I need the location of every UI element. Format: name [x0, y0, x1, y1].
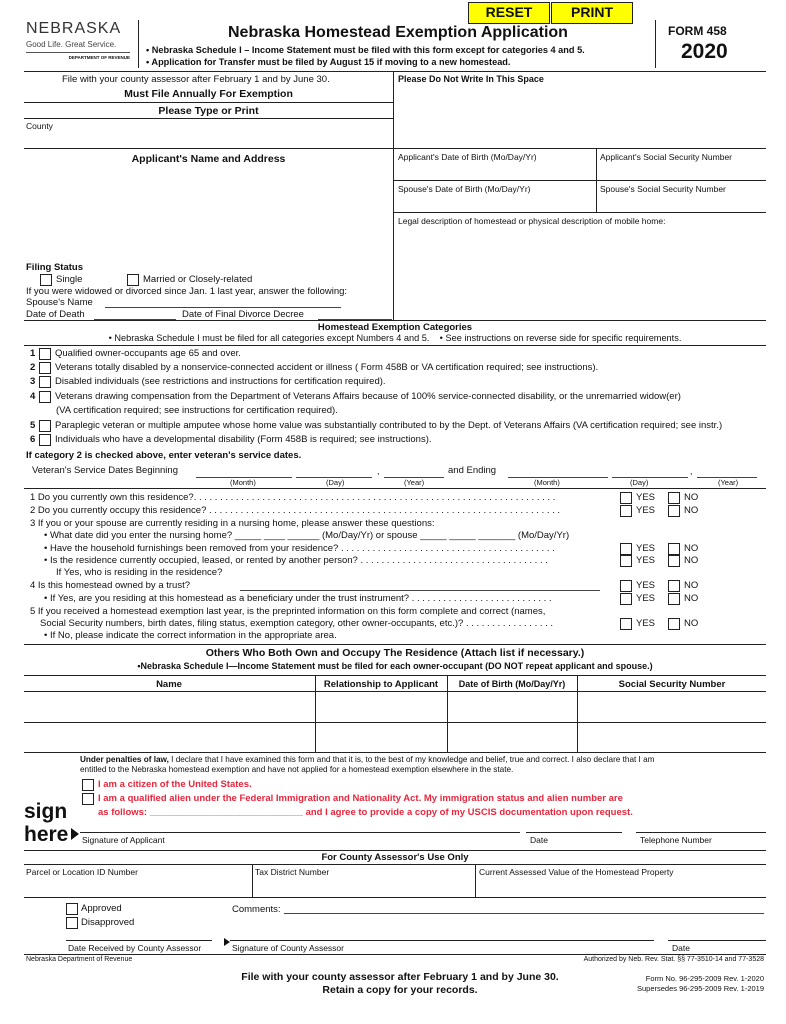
question-2: 2 Do you currently occupy this residence? . . . . . . . . . . . . . . . . . . . . . . . . . . . . . . . . . . . . . . . . . . . . . . . . . . . . . . . . . . . . . . . . . . .	[30, 505, 561, 516]
category-number: 5	[30, 420, 36, 431]
approved-label: Approved	[81, 903, 122, 914]
question-4a: • If Yes, are you residing at this homestead as a beneficiary under the trust instrument? . . . . . . . . . . . . . . . . . . . . . . . . . . .	[44, 593, 552, 604]
comments-label: Comments:	[232, 904, 281, 915]
file-with-note: File with your county assessor after February 1 and by June 30.	[62, 74, 330, 85]
question-5c: • If No, please indicate the correct information in the appropriate area.	[44, 630, 337, 641]
approved-checkbox[interactable]	[66, 903, 78, 915]
category-6-checkbox[interactable]	[39, 434, 51, 446]
category-number: 1	[30, 348, 36, 359]
footer-dept: Nebraska Department of Revenue	[26, 956, 133, 963]
county-label: County	[26, 121, 53, 131]
disapproved-label: Disapproved	[81, 917, 135, 928]
question-1: 1 Do you currently own this residence?. . . . . . . . . . . . . . . . . . . . . . . . . . . . . . . . . . . . . . . . . . . . . . . . . . . . . . . . . . . . . . . . . . . . .	[30, 492, 556, 503]
question-3b: • Have the household furnishings been removed from your residence? . . . . . . . . . . . . . . . . . . . . . . . . . . . . . . . . . . . . . . . . .	[44, 543, 555, 554]
footer-file-with: File with your county assessor after February 1 and by June 30.	[241, 971, 559, 983]
penalty-lead: Under penalties of law,	[80, 755, 169, 764]
category-text: Individuals who have a developmental disability (Form 458B is required; see instructions).	[55, 434, 432, 445]
married-checkbox[interactable]	[127, 274, 139, 286]
service-begin-label: Veteran's Service Dates Beginning	[32, 465, 178, 476]
reset-button[interactable]: RESET	[468, 2, 550, 24]
legal-description-field[interactable]	[396, 228, 764, 318]
end-month-caption: (Month)	[534, 478, 560, 487]
category-number: 4	[30, 391, 36, 402]
q3c-yes-checkbox[interactable]	[620, 555, 632, 567]
end-day-field[interactable]	[612, 477, 688, 478]
date-divorce-label: Date of Final Divorce Decree	[182, 309, 304, 320]
arrow-right-icon	[71, 828, 79, 840]
q1-yes-checkbox[interactable]	[620, 492, 632, 504]
end-day-caption: (Day)	[630, 478, 649, 487]
category-number: 3	[30, 376, 36, 387]
applicant-header: Applicant's Name and Address	[131, 153, 286, 165]
form-number: FORM 458	[668, 24, 727, 38]
footer-form-no: Form No. 96-295-2009 Rev. 1-2020	[645, 974, 764, 983]
spouse-name-label: Spouse's Name	[26, 297, 93, 308]
filing-status-title: Filing Status	[26, 262, 83, 273]
no-label: NO	[684, 492, 699, 503]
col-ssn: Social Security Number	[618, 679, 726, 690]
category-text: (VA certification required; see instructions for certification required).	[56, 405, 338, 416]
citizen-checkbox[interactable]	[82, 779, 94, 791]
category-1-checkbox[interactable]	[39, 348, 51, 360]
type-print-heading: Please Type or Print	[158, 105, 259, 117]
spouse-name-field[interactable]	[105, 307, 341, 308]
tax-district-label: Tax District Number	[255, 867, 330, 877]
married-label: Married or Closely-related	[143, 274, 253, 285]
logo-tagline: Good Life. Great Service.	[26, 40, 117, 49]
category-3-checkbox[interactable]	[39, 376, 51, 388]
q2-no-checkbox[interactable]	[668, 505, 680, 517]
must-file-heading: Must File Annually For Exemption	[124, 88, 293, 100]
q4-no-checkbox[interactable]	[668, 580, 680, 592]
do-not-write: Please Do Not Write In This Space	[398, 74, 544, 84]
applicant-ssn-label: Applicant's Social Security Number	[600, 152, 733, 162]
question-3c: • Is the residence currently occupied, leased, or rented by another person? . . . . . . . . . . . . . . . . . . . . . . . . . . . . . . . . . . . .	[44, 555, 548, 566]
q4a-yes-checkbox[interactable]	[620, 593, 632, 605]
category-4-checkbox[interactable]	[39, 391, 51, 403]
yes-label: YES	[636, 618, 656, 629]
q5-yes-checkbox[interactable]	[620, 618, 632, 630]
form-year: 2020	[681, 40, 728, 63]
q4a-no-checkbox[interactable]	[668, 593, 680, 605]
others-title: Others Who Both Own and Occupy The Residence (Attach list if necessary.)	[205, 647, 585, 659]
q1-no-checkbox[interactable]	[668, 492, 680, 504]
sign-label: sign	[24, 800, 68, 823]
signature-label: Signature of Applicant	[82, 835, 165, 845]
penalty-text-1: I declare that I have examined this form and that it is, to the best of my knowledge and belief, true and correct. I also declare that I am	[168, 755, 655, 764]
q3c-no-checkbox[interactable]	[668, 555, 680, 567]
question-3d: If Yes, who is residing in the residence?	[56, 567, 223, 578]
logo-dept: DEPARTMENT OF REVENUE	[68, 55, 130, 60]
question-3a: • What date did you enter the nursing home? _____ ____ ______ (Mo/Day/Yr) or spouse _____ _____ _______ (Mo/Day/Yr)	[44, 530, 570, 541]
category-text: Veterans totally disabled by a nonservice-connected accident or illness ( Form 458B or VA certification required; see instructions).	[55, 362, 599, 373]
others-row-1[interactable]	[24, 692, 766, 721]
date-label: Date	[530, 835, 548, 845]
category-number: 6	[30, 434, 36, 445]
alien-checkbox[interactable]	[82, 793, 94, 805]
col-relationship: Relationship to Applicant	[323, 679, 439, 690]
question-3: 3 If you or your spouse are currently residing in a nursing home, please answer these questions:	[30, 518, 435, 529]
categories-title: Homestead Exemption Categories	[317, 322, 473, 333]
header-bullet-2: • Application for Transfer must be filed by August 15 if moving to a new homestead.	[146, 57, 511, 67]
yes-label: YES	[636, 593, 656, 604]
trust-field[interactable]	[240, 590, 600, 591]
yes-label: YES	[636, 505, 656, 516]
yes-label: YES	[636, 580, 656, 591]
footer-supersedes: Supersedes 96-295-2009 Rev. 1-2019	[636, 984, 764, 993]
arrow-right-icon-assessor	[224, 938, 230, 946]
question-5b: Social Security numbers, birth dates, filing status, exemption category, other owner-occupants, etc.)? . . . . . . . . . . . . . . . . .	[40, 618, 554, 629]
assessor-date-label: Date	[672, 943, 690, 953]
alien-statement-2: as follows: _____________________________ and I agree to provide a copy of my USCIS documentation upon request.	[98, 807, 633, 818]
header-bullet-1: • Nebraska Schedule I – Income Statement must be filed with this form except for categories 4 and 5.	[146, 45, 585, 55]
assessor-signature-label: Signature of County Assessor	[232, 943, 344, 953]
county-field[interactable]	[24, 131, 393, 148]
penalty-text-2: entitled to the Nebraska homestead exemption and have not applied for a homestead exemption elsewhere in the state.	[80, 765, 514, 774]
category-text: Disabled individuals (see restrictions and instructions for certification required).	[55, 376, 386, 387]
no-label: NO	[684, 543, 699, 554]
q4-yes-checkbox[interactable]	[620, 580, 632, 592]
single-checkbox[interactable]	[40, 274, 52, 286]
begin-month-caption: (Month)	[230, 478, 256, 487]
applicant-dob-label: Applicant's Date of Birth (Mo/Day/Yr)	[398, 152, 537, 162]
category-5-checkbox[interactable]	[39, 420, 51, 432]
q3b-no-checkbox[interactable]	[668, 543, 680, 555]
spouse-dob-label: Spouse's Date of Birth (Mo/Day/Yr)	[398, 184, 531, 194]
comments-field[interactable]	[284, 913, 764, 914]
col-name: Name	[156, 679, 182, 690]
yes-label: YES	[636, 492, 656, 503]
assessor-title: For County Assessor's Use Only	[321, 852, 469, 863]
legal-description-label: Legal description of homestead or physical description of mobile home:	[398, 216, 666, 226]
category-2-checkbox[interactable]	[39, 362, 51, 374]
end-year-caption: (Year)	[718, 478, 739, 487]
question-4: 4 Is this homestead owned by a trust?	[30, 580, 191, 591]
applicant-signature-field[interactable]	[80, 812, 520, 832]
and-ending-label: and Ending	[448, 465, 497, 476]
category-text: Veterans drawing compensation from the Department of Veterans Affairs because of 100% service-connected disability, or the unremarried widow(er)	[55, 391, 681, 402]
date-received-field[interactable]	[66, 925, 212, 940]
parcel-label: Parcel or Location ID Number	[26, 867, 138, 877]
footer-authorized: Authorized by Neb. Rev. Stat. §§ 77-3510-14 and 77-3528	[583, 956, 764, 963]
others-row-2[interactable]	[24, 723, 766, 751]
alien-statement-1: I am a qualified alien under the Federal Immigration and Nationality Act. My immigration status and alien number are	[98, 793, 623, 804]
category-text: Qualified owner-occupants age 65 and over.	[55, 348, 241, 359]
citizen-statement: I am a citizen of the United States.	[98, 779, 252, 790]
no-label: NO	[684, 505, 699, 516]
no-label: NO	[684, 618, 699, 629]
single-label: Single	[56, 274, 83, 285]
q2-yes-checkbox[interactable]	[620, 505, 632, 517]
date-received-label: Date Received by County Assessor	[68, 943, 202, 953]
phone-label: Telephone Number	[640, 835, 712, 845]
date-death-label: Date of Death	[26, 309, 85, 320]
no-label: NO	[684, 555, 699, 566]
logo	[26, 20, 130, 66]
no-label: NO	[684, 593, 699, 604]
applicant-address-field[interactable]	[24, 168, 393, 258]
others-subtitle: •Nebraska Schedule I—Income Statement must be filed for each owner-occupant (DO NOT repeat applicant and spouse.)	[137, 661, 653, 671]
no-label: NO	[684, 580, 699, 591]
spouse-ssn-label: Spouse's Social Security Number	[600, 184, 726, 194]
col-dob: Date of Birth (Mo/Day/Yr)	[458, 679, 566, 689]
category-text: Paraplegic veteran or multiple amputee whose home value was substantially contributed to by the Dept. of Veterans Affairs (VA certification required; see instr.)	[55, 420, 723, 431]
yes-label: YES	[636, 543, 656, 554]
q5-no-checkbox[interactable]	[668, 618, 680, 630]
q3b-yes-checkbox[interactable]	[620, 543, 632, 555]
yes-label: YES	[636, 555, 656, 566]
begin-day-caption: (Day)	[326, 478, 345, 487]
print-button[interactable]: PRINT	[551, 2, 633, 24]
category-number: 2	[30, 362, 36, 373]
cat2-note: If category 2 is checked above, enter veteran's service dates.	[26, 450, 302, 461]
question-5: 5 If you received a homestead exemption last year, is the preprinted information on this form complete and correct (names,	[30, 606, 546, 617]
assessed-value-label: Current Assessed Value of the Homestead Property	[479, 867, 674, 877]
categories-subtitle: • Nebraska Schedule I must be filed for all categories except Numbers 4 and 5. • See instructions on reverse side for specific requirements.	[108, 333, 682, 343]
footer-retain: Retain a copy for your records.	[322, 984, 478, 996]
penalty-text	[80, 755, 764, 775]
here-label: here	[24, 823, 69, 846]
form-title: Nebraska Homestead Exemption Application	[228, 24, 568, 41]
begin-year-caption: (Year)	[404, 478, 425, 487]
widowed-question: If you were widowed or divorced since Jan. 1 last year, answer the following:	[26, 286, 348, 297]
logo-word: NEBRASKA	[26, 20, 122, 37]
